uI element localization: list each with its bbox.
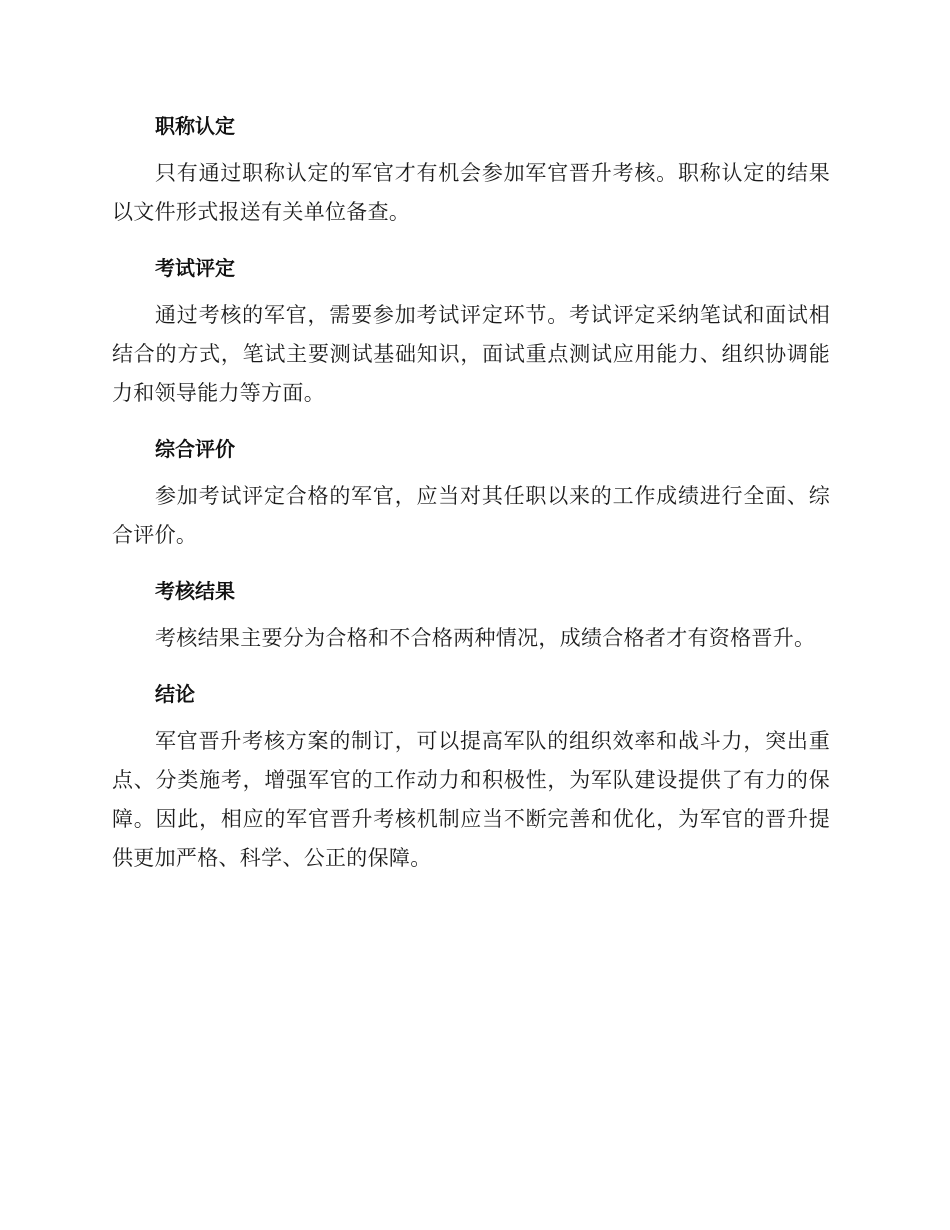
section-exam-evaluation	[112, 246, 830, 413]
section-paragraph: 通过考核的军官，需要参加考试评定环节。考试评定采纳笔试和面试相结合的方式，笔试主要测试基础知识，面试重点测试应用能力、组织协调能力和领导能力等方面。	[112, 303, 830, 405]
section-paragraph: 只有通过职称认定的军官才有机会参加军官晋升考核。职称认定的结果以文件形式报送有关单位备查。	[112, 161, 830, 224]
section-heading: 职称认定	[155, 114, 235, 138]
section-conclusion	[112, 672, 830, 878]
section-comprehensive-evaluation	[112, 427, 830, 555]
section-heading: 结论	[155, 682, 195, 706]
section-assessment-result	[112, 569, 830, 658]
section-paragraph: 参加考试评定合格的军官，应当对其任职以来的工作成绩进行全面、综合评价。	[112, 484, 830, 547]
section-heading: 考试评定	[155, 256, 235, 280]
section-heading: 综合评价	[155, 437, 235, 461]
section-heading: 考核结果	[155, 579, 235, 603]
section-paragraph: 考核结果主要分为合格和不合格两种情况，成绩合格者才有资格晋升。	[155, 626, 816, 650]
section-title-certification	[112, 104, 830, 232]
section-paragraph: 军官晋升考核方案的制订，可以提高军队的组织效率和战斗力，突出重点、分类施考，增强军官的工作动力和积极性，为军队建设提供了有力的保障。因此，相应的军官晋升考核机制应当不断完善和优化，为军官的晋升提供更加严格、科学、公正的保障。	[112, 729, 830, 870]
document-page	[112, 104, 830, 892]
